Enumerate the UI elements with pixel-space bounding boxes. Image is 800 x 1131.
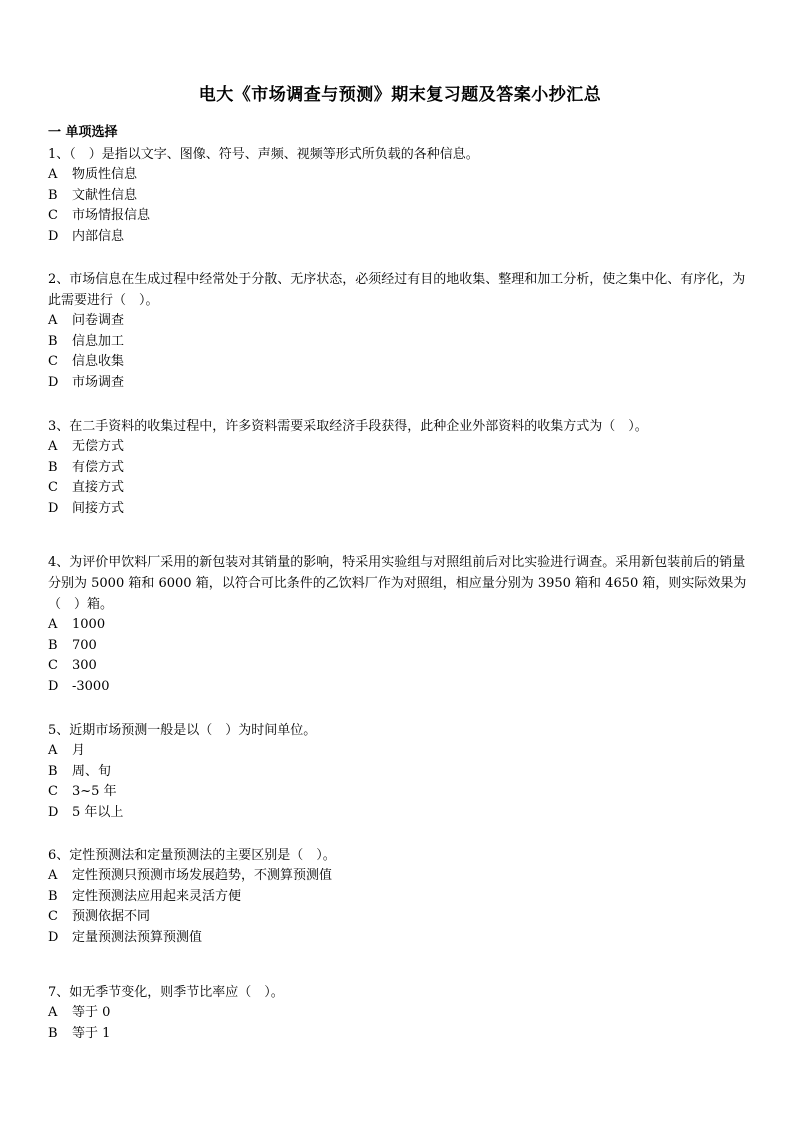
option-letter: C <box>48 658 58 674</box>
option-text: 定量预测法预算预测值 <box>72 929 203 945</box>
option-text: 市场情报信息 <box>72 208 151 224</box>
option-letter: B <box>48 333 58 349</box>
option-text: 定性预测只预测市场发展趋势，不测算预测值 <box>72 868 333 883</box>
option-d <box>48 227 753 248</box>
option-b <box>48 762 753 783</box>
option-text: 市场调查 <box>72 374 125 390</box>
option-b <box>48 636 753 657</box>
option-letter: D <box>48 500 59 516</box>
option-b <box>48 332 753 353</box>
option-text: 直接方式 <box>72 480 125 496</box>
question-4 <box>48 552 753 697</box>
question-1 <box>48 144 753 247</box>
option-letter: A <box>48 439 58 454</box>
option-b <box>48 186 753 207</box>
option-text: 无偿方式 <box>72 439 125 454</box>
option-text: 3~5 年 <box>72 784 117 800</box>
option-letter: D <box>48 374 59 390</box>
option-c <box>48 782 753 803</box>
option-a <box>48 311 753 332</box>
option-letter: B <box>48 1025 58 1041</box>
option-letter: B <box>48 187 58 203</box>
option-letter: B <box>48 888 58 904</box>
question-stem: 2、市场信息在生成过程中经常处于分散、无序状态，必须经过有目的地收集、整理和加工分析，使之集中化、有序化，为此需要进行（ ）。 <box>48 272 746 308</box>
option-c <box>48 352 753 373</box>
option-a <box>48 165 753 186</box>
option-a <box>48 866 753 887</box>
section-heading: 一 单项选择 <box>48 125 118 140</box>
document-title: 电大《市场调查与预测》期末复习题及答案小抄汇总 <box>198 85 602 105</box>
option-letter: C <box>48 480 58 496</box>
option-letter: A <box>48 868 58 883</box>
option-text: 物质性信息 <box>72 167 138 182</box>
option-text: 700 <box>72 637 97 653</box>
question-stem: 1、（ ）是指以文字、图像、符号、声频、视频等形式所负载的各种信息。 <box>48 147 479 162</box>
option-letter: C <box>48 208 58 224</box>
option-letter: C <box>48 784 58 800</box>
option-d <box>48 928 753 949</box>
option-text: 有偿方式 <box>72 459 125 475</box>
option-letter: A <box>48 743 58 758</box>
option-letter: A <box>48 167 58 182</box>
option-a <box>48 615 753 636</box>
option-letter: B <box>48 637 58 653</box>
option-text: 5 年以上 <box>72 804 124 820</box>
option-letter: D <box>48 929 59 945</box>
option-a <box>48 437 753 458</box>
question-6 <box>48 845 753 948</box>
option-letter: B <box>48 459 58 475</box>
option-letter: A <box>48 313 58 328</box>
option-d <box>48 803 753 824</box>
option-a <box>48 1003 753 1024</box>
question-2 <box>48 269 753 393</box>
option-text: 内部信息 <box>72 228 125 244</box>
option-c <box>48 206 753 227</box>
option-c <box>48 478 753 499</box>
option-letter: A <box>48 1005 58 1020</box>
option-letter: D <box>48 228 59 244</box>
option-letter: D <box>48 804 59 820</box>
option-d <box>48 499 753 520</box>
option-b <box>48 887 753 908</box>
option-text: 月 <box>72 743 86 758</box>
option-text: 1000 <box>72 617 106 632</box>
option-text: 文献性信息 <box>72 187 138 203</box>
question-3 <box>48 416 753 519</box>
question-stem: 5、近期市场预测一般是以（ ）为时间单位。 <box>48 723 317 738</box>
option-letter: A <box>48 617 58 632</box>
question-7 <box>48 982 753 1044</box>
option-text: 周、旬 <box>72 763 112 779</box>
option-c <box>48 656 753 677</box>
question-stem: 4、为评价甲饮料厂采用的新包装对其销量的影响，特采用实验组与对照组前后对比实验进行调查。采用新包装前后的销量分别为 5000 箱和 6000 箱，以符合可比条件的乙饮料厂作为对照组，相应量分别为 3950 箱和 4650 箱，则实际效果为（ ）箱。 <box>48 555 747 612</box>
option-text: -3000 <box>72 678 110 694</box>
option-text: 间接方式 <box>72 500 125 516</box>
option-text: 信息加工 <box>72 333 125 349</box>
option-text: 300 <box>72 658 97 674</box>
question-5 <box>48 720 753 823</box>
option-text: 定性预测法应用起来灵活方便 <box>72 888 242 904</box>
option-d <box>48 373 753 394</box>
question-stem: 6、定性预测法和定量预测法的主要区别是（ ）。 <box>48 848 336 863</box>
option-letter: D <box>48 678 59 694</box>
option-text: 等于 1 <box>72 1025 111 1041</box>
option-text: 问卷调查 <box>72 313 125 328</box>
option-letter: C <box>48 354 58 370</box>
option-letter: C <box>48 909 58 925</box>
option-text: 信息收集 <box>72 354 125 370</box>
option-letter: B <box>48 763 58 779</box>
option-text: 预测依据不同 <box>72 909 151 925</box>
question-stem: 7、如无季节变化，则季节比率应（ ）。 <box>48 985 284 1000</box>
option-b <box>48 1024 753 1045</box>
option-text: 等于 0 <box>72 1005 111 1020</box>
option-c <box>48 907 753 928</box>
question-stem: 3、在二手资料的收集过程中，许多资料需要采取经济手段获得，此种企业外部资料的收集方式为（ ）。 <box>48 419 648 434</box>
option-b <box>48 458 753 479</box>
option-d <box>48 677 753 698</box>
option-a <box>48 741 753 762</box>
